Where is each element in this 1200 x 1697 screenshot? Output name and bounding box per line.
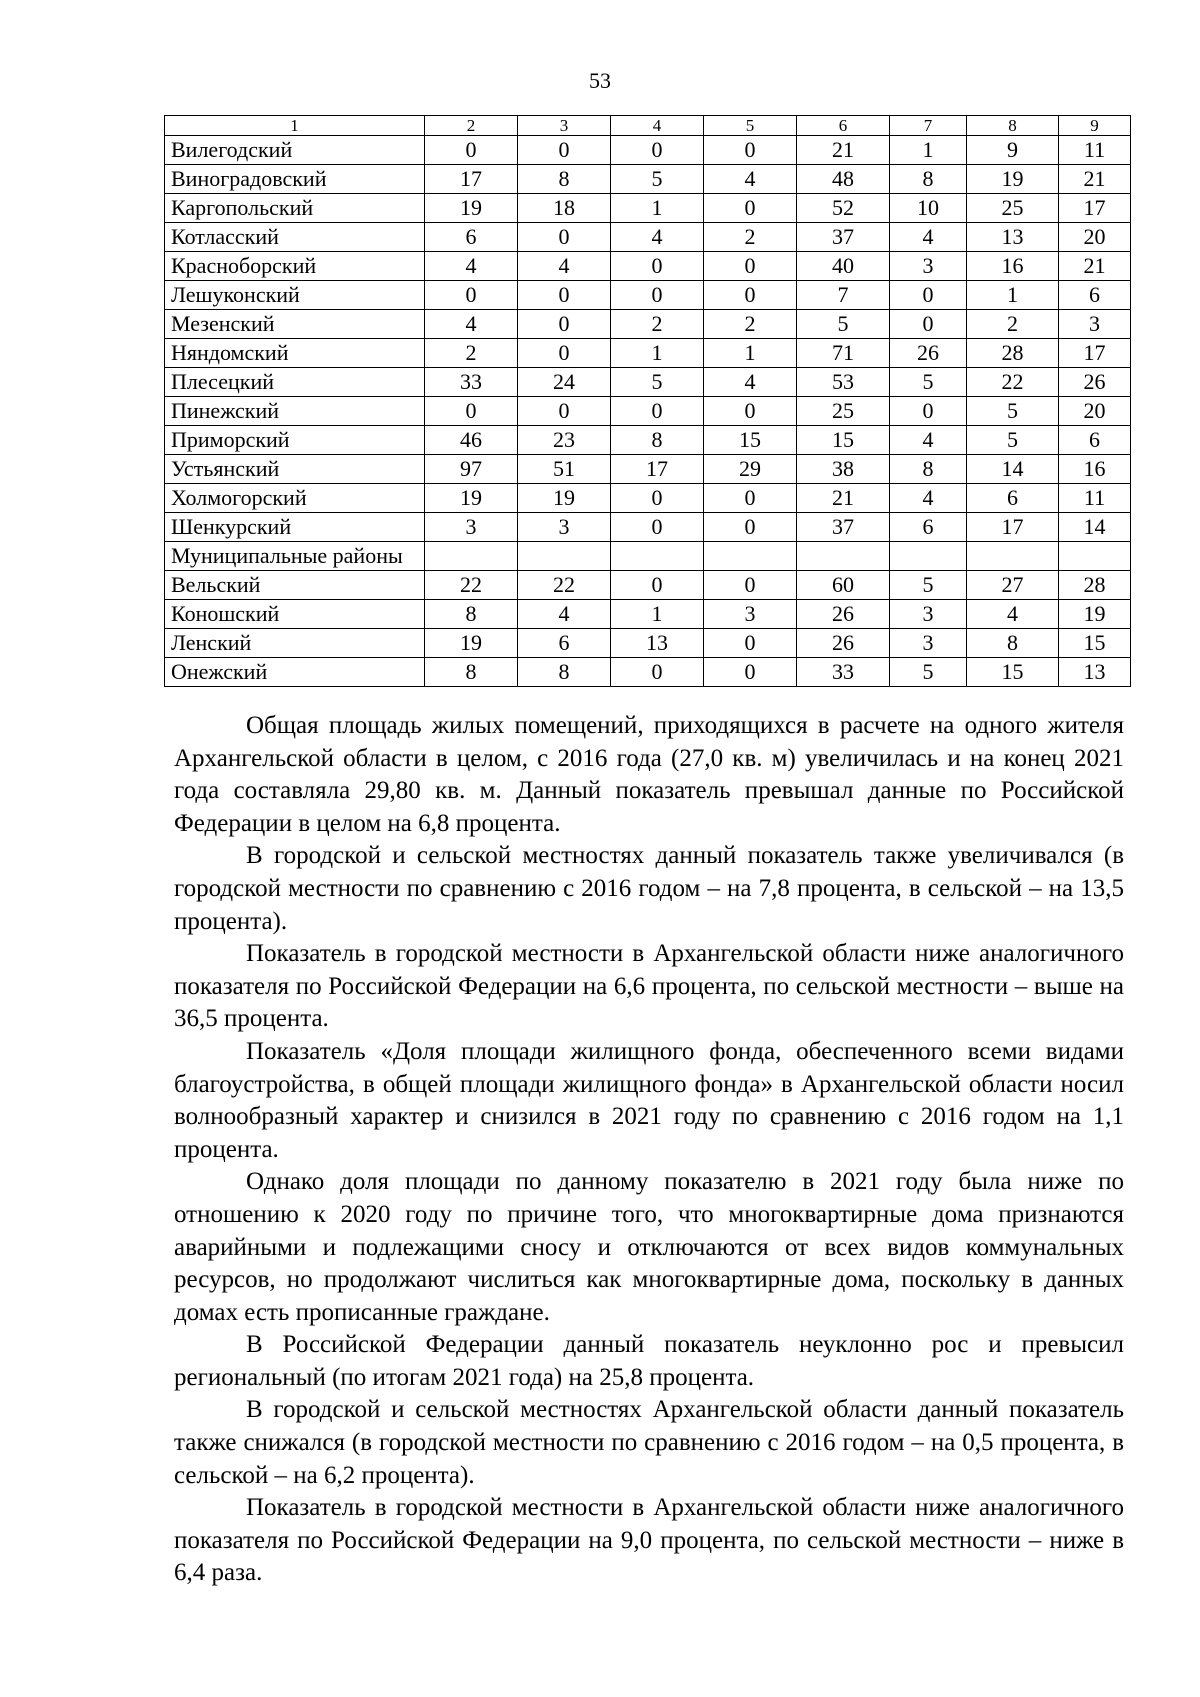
table-cell: 37 (797, 223, 890, 252)
table-cell: 0 (704, 484, 797, 513)
table-row (165, 542, 1131, 571)
table-row (165, 397, 1131, 426)
table-body (165, 116, 1131, 687)
column-number-4: 4 (611, 116, 704, 136)
table-cell: 2 (704, 310, 797, 339)
table-cell: 25 (797, 397, 890, 426)
table-cell (611, 542, 704, 571)
paragraph: В городской и сельской местностях данный показатель также увеличивался (в городской местности по сравнению с 2016 годом – на 7,8 процента, в сельской – на 13,5 процента). (174, 842, 1124, 935)
table-cell: 8 (967, 629, 1059, 658)
column-number-1: 1 (165, 116, 425, 136)
district-name: Вилегодский (165, 136, 425, 165)
paragraph: В Российской Федерации данный показатель неуклонно рос и превысил региональный (по итогам 2021 года) на 25,8 процента. (174, 1331, 1124, 1391)
table-cell: 0 (425, 136, 518, 165)
table-cell: 0 (704, 513, 797, 542)
table-cell: 22 (425, 571, 518, 600)
table-cell: 0 (890, 281, 967, 310)
table-cell: 4 (611, 223, 704, 252)
table-cell: 29 (704, 455, 797, 484)
district-name: Устьянский (165, 455, 425, 484)
table-cell: 17 (611, 455, 704, 484)
table-cell: 5 (890, 571, 967, 600)
table-row (165, 600, 1131, 629)
table-cell: 51 (518, 455, 611, 484)
table-cell: 21 (1059, 252, 1131, 281)
page-number: 53 (589, 68, 611, 93)
table-cell: 0 (518, 339, 611, 368)
table-cell: 28 (967, 339, 1059, 368)
table-cell: 1 (967, 281, 1059, 310)
table-cell: 1 (890, 136, 967, 165)
table-row (165, 484, 1131, 513)
table-cell: 2 (425, 339, 518, 368)
district-name: Каргопольский (165, 194, 425, 223)
table-cell: 28 (1059, 571, 1131, 600)
column-number-9: 9 (1059, 116, 1131, 136)
table-cell: 0 (518, 136, 611, 165)
table-cell: 18 (518, 194, 611, 223)
district-name: Холмогорский (165, 484, 425, 513)
table-cell: 10 (890, 194, 967, 223)
table-cell (890, 542, 967, 571)
district-name: Ленский (165, 629, 425, 658)
table-cell: 0 (518, 223, 611, 252)
table-row (165, 281, 1131, 310)
table-cell: 2 (611, 310, 704, 339)
table-cell: 46 (425, 426, 518, 455)
table-cell: 5 (890, 368, 967, 397)
table-cell: 16 (1059, 455, 1131, 484)
table-cell: 4 (890, 426, 967, 455)
table-cell: 6 (1059, 426, 1131, 455)
table-cell: 26 (1059, 368, 1131, 397)
table-cell: 19 (1059, 600, 1131, 629)
table-cell: 22 (518, 571, 611, 600)
table-cell: 15 (797, 426, 890, 455)
table-row (165, 165, 1131, 194)
table-cell: 4 (518, 600, 611, 629)
table-cell: 0 (518, 310, 611, 339)
table-cell: 0 (704, 136, 797, 165)
district-name: Лешуконский (165, 281, 425, 310)
table-cell: 6 (1059, 281, 1131, 310)
paragraph: Показатель «Доля площади жилищного фонда, обеспеченного всеми видами благоустройства, в общей площади жилищного фонда» в Архангельской области носил волнообразный характер и снизился в 2021 году по сравнению с 2016 годом на 1,1 процента. (174, 1037, 1124, 1163)
table-row (165, 339, 1131, 368)
table-cell: 2 (704, 223, 797, 252)
table-cell (704, 542, 797, 571)
table-cell: 8 (890, 455, 967, 484)
table-cell: 0 (704, 571, 797, 600)
district-name: Коношский (165, 600, 425, 629)
table-cell: 19 (425, 194, 518, 223)
table-cell: 19 (425, 484, 518, 513)
table-cell: 0 (425, 397, 518, 426)
table-row (165, 252, 1131, 281)
column-number-6: 6 (797, 116, 890, 136)
table-cell (425, 542, 518, 571)
district-name: Плесецкий (165, 368, 425, 397)
table-header-row (165, 116, 1131, 136)
table-cell: 3 (518, 513, 611, 542)
table-cell: 15 (704, 426, 797, 455)
table-row (165, 426, 1131, 455)
table-cell: 23 (518, 426, 611, 455)
district-name: Красноборский (165, 252, 425, 281)
table-row (165, 513, 1131, 542)
table-cell: 26 (890, 339, 967, 368)
body-text (174, 710, 1124, 1590)
district-name: Онежский (165, 658, 425, 687)
table-cell: 20 (1059, 397, 1131, 426)
district-name: Пинежский (165, 397, 425, 426)
table-cell: 3 (890, 600, 967, 629)
table-cell: 0 (704, 658, 797, 687)
table-cell: 0 (611, 397, 704, 426)
table-cell: 3 (704, 600, 797, 629)
table-cell: 8 (611, 426, 704, 455)
table-cell: 19 (425, 629, 518, 658)
table-cell: 21 (797, 484, 890, 513)
table-cell: 0 (611, 252, 704, 281)
table-cell: 11 (1059, 484, 1131, 513)
table-cell: 0 (425, 281, 518, 310)
table-cell: 60 (797, 571, 890, 600)
table-cell: 26 (797, 600, 890, 629)
table-cell: 6 (890, 513, 967, 542)
table-cell: 3 (890, 629, 967, 658)
table-cell: 0 (611, 281, 704, 310)
table-cell: 48 (797, 165, 890, 194)
table-row (165, 658, 1131, 687)
table-cell: 17 (425, 165, 518, 194)
table-cell: 38 (797, 455, 890, 484)
paragraph: Однако доля площади по данному показателю в 2021 году была ниже по отношению к 2020 году по причине того, что многоквартирные дома признаются аварийными и подлежащими сносу и отключаются от всех видов коммунальных ресурсов, но продолжают числиться как многоквартирные дома, поскольку в данных домах есть прописанные граждане. (174, 1168, 1124, 1326)
table-cell: 0 (890, 397, 967, 426)
table-cell: 0 (611, 658, 704, 687)
table-cell: 22 (967, 368, 1059, 397)
paragraph: Показатель в городской местности в Архангельской области ниже аналогичного показателя по Российской Федерации на 9,0 процента, по сельской местности – ниже в 6,4 раза. (174, 1494, 1124, 1587)
table-cell: 17 (967, 513, 1059, 542)
table-cell: 24 (518, 368, 611, 397)
column-number-7: 7 (890, 116, 967, 136)
table-cell: 40 (797, 252, 890, 281)
table-cell: 15 (1059, 629, 1131, 658)
table-cell: 8 (425, 600, 518, 629)
table-cell: 2 (967, 310, 1059, 339)
district-name: Шенкурский (165, 513, 425, 542)
table-cell: 14 (1059, 513, 1131, 542)
table-cell: 1 (611, 600, 704, 629)
table-cell: 0 (518, 397, 611, 426)
paragraph: Показатель в городской местности в Архангельской области ниже аналогичного показателя по Российской Федерации на 6,6 процента, по сельской местности – выше на 36,5 процента. (174, 940, 1124, 1033)
table-cell: 3 (1059, 310, 1131, 339)
table-cell: 13 (611, 629, 704, 658)
table-cell: 8 (518, 165, 611, 194)
table-cell: 5 (611, 368, 704, 397)
table-cell (967, 542, 1059, 571)
district-name: Вельский (165, 571, 425, 600)
table-cell: 25 (967, 194, 1059, 223)
table-cell: 0 (704, 629, 797, 658)
table-cell: 0 (704, 397, 797, 426)
table-cell: 20 (1059, 223, 1131, 252)
table-cell: 33 (797, 658, 890, 687)
table-cell: 37 (797, 513, 890, 542)
table-cell: 97 (425, 455, 518, 484)
table-row (165, 310, 1131, 339)
table-cell: 13 (1059, 658, 1131, 687)
table-cell: 19 (967, 165, 1059, 194)
table-cell: 27 (967, 571, 1059, 600)
table-row (165, 194, 1131, 223)
table-cell: 52 (797, 194, 890, 223)
table-cell: 8 (518, 658, 611, 687)
table-row (165, 455, 1131, 484)
table-cell: 4 (518, 252, 611, 281)
district-name: Котласский (165, 223, 425, 252)
table-cell: 4 (890, 484, 967, 513)
table-cell: 21 (797, 136, 890, 165)
table-cell: 21 (1059, 165, 1131, 194)
table-cell: 4 (704, 165, 797, 194)
table-cell: 15 (967, 658, 1059, 687)
table-cell: 11 (1059, 136, 1131, 165)
table-cell (797, 542, 890, 571)
table-cell: 0 (611, 513, 704, 542)
table-cell: 1 (704, 339, 797, 368)
table-cell: 8 (890, 165, 967, 194)
district-name: Няндомский (165, 339, 425, 368)
table-cell: 4 (425, 252, 518, 281)
table-cell: 17 (1059, 339, 1131, 368)
table-cell: 4 (425, 310, 518, 339)
table-cell: 5 (611, 165, 704, 194)
table-cell: 1 (611, 339, 704, 368)
table-cell: 13 (967, 223, 1059, 252)
table-cell: 16 (967, 252, 1059, 281)
table-cell: 5 (797, 310, 890, 339)
table-cell: 7 (797, 281, 890, 310)
table-cell: 1 (611, 194, 704, 223)
table-cell: 4 (704, 368, 797, 397)
table-row (165, 629, 1131, 658)
table-cell: 19 (518, 484, 611, 513)
district-name: Приморский (165, 426, 425, 455)
table-cell: 26 (797, 629, 890, 658)
table-cell: 0 (611, 484, 704, 513)
paragraph: В городской и сельской местностях Архангельской области данный показатель также снижался (в городской местности по сравнению с 2016 годом – на 0,5 процента, в сельской – на 6,2 процента). (174, 1396, 1124, 1489)
table-cell: 3 (890, 252, 967, 281)
table-cell (1059, 542, 1131, 571)
table-cell: 3 (425, 513, 518, 542)
column-number-5: 5 (704, 116, 797, 136)
column-number-3: 3 (518, 116, 611, 136)
table-cell: 5 (967, 426, 1059, 455)
paragraph: Общая площадь жилых помещений, приходящихся в расчете на одного жителя Архангельской области в целом, с 2016 года (27,0 кв. м) увеличилась и на конец 2021 года составляла 29,80 кв. м. Данный показатель превышал данные по Российской Федерации в целом на 6,8 процента. (174, 712, 1124, 837)
district-name: Муниципальные районы (165, 542, 425, 571)
table-cell: 33 (425, 368, 518, 397)
table-cell: 6 (967, 484, 1059, 513)
table-row (165, 368, 1131, 397)
table-cell: 0 (704, 252, 797, 281)
table-row (165, 571, 1131, 600)
district-name: Виноградовский (165, 165, 425, 194)
table-cell: 8 (425, 658, 518, 687)
table-cell: 17 (1059, 194, 1131, 223)
table-cell: 0 (704, 194, 797, 223)
table-cell: 0 (518, 281, 611, 310)
data-table (164, 115, 1131, 687)
table-cell: 53 (797, 368, 890, 397)
table-cell: 4 (890, 223, 967, 252)
table-cell: 6 (425, 223, 518, 252)
table-cell: 5 (890, 658, 967, 687)
table-row (165, 223, 1131, 252)
table-cell: 0 (611, 571, 704, 600)
table-cell (518, 542, 611, 571)
column-number-2: 2 (425, 116, 518, 136)
table-cell: 6 (518, 629, 611, 658)
table-cell: 0 (890, 310, 967, 339)
table-cell: 14 (967, 455, 1059, 484)
table-cell: 4 (967, 600, 1059, 629)
column-number-8: 8 (967, 116, 1059, 136)
table-cell: 0 (611, 136, 704, 165)
table-cell: 5 (967, 397, 1059, 426)
district-name: Мезенский (165, 310, 425, 339)
table-row (165, 136, 1131, 165)
table-cell: 0 (704, 281, 797, 310)
table-cell: 9 (967, 136, 1059, 165)
table-cell: 71 (797, 339, 890, 368)
